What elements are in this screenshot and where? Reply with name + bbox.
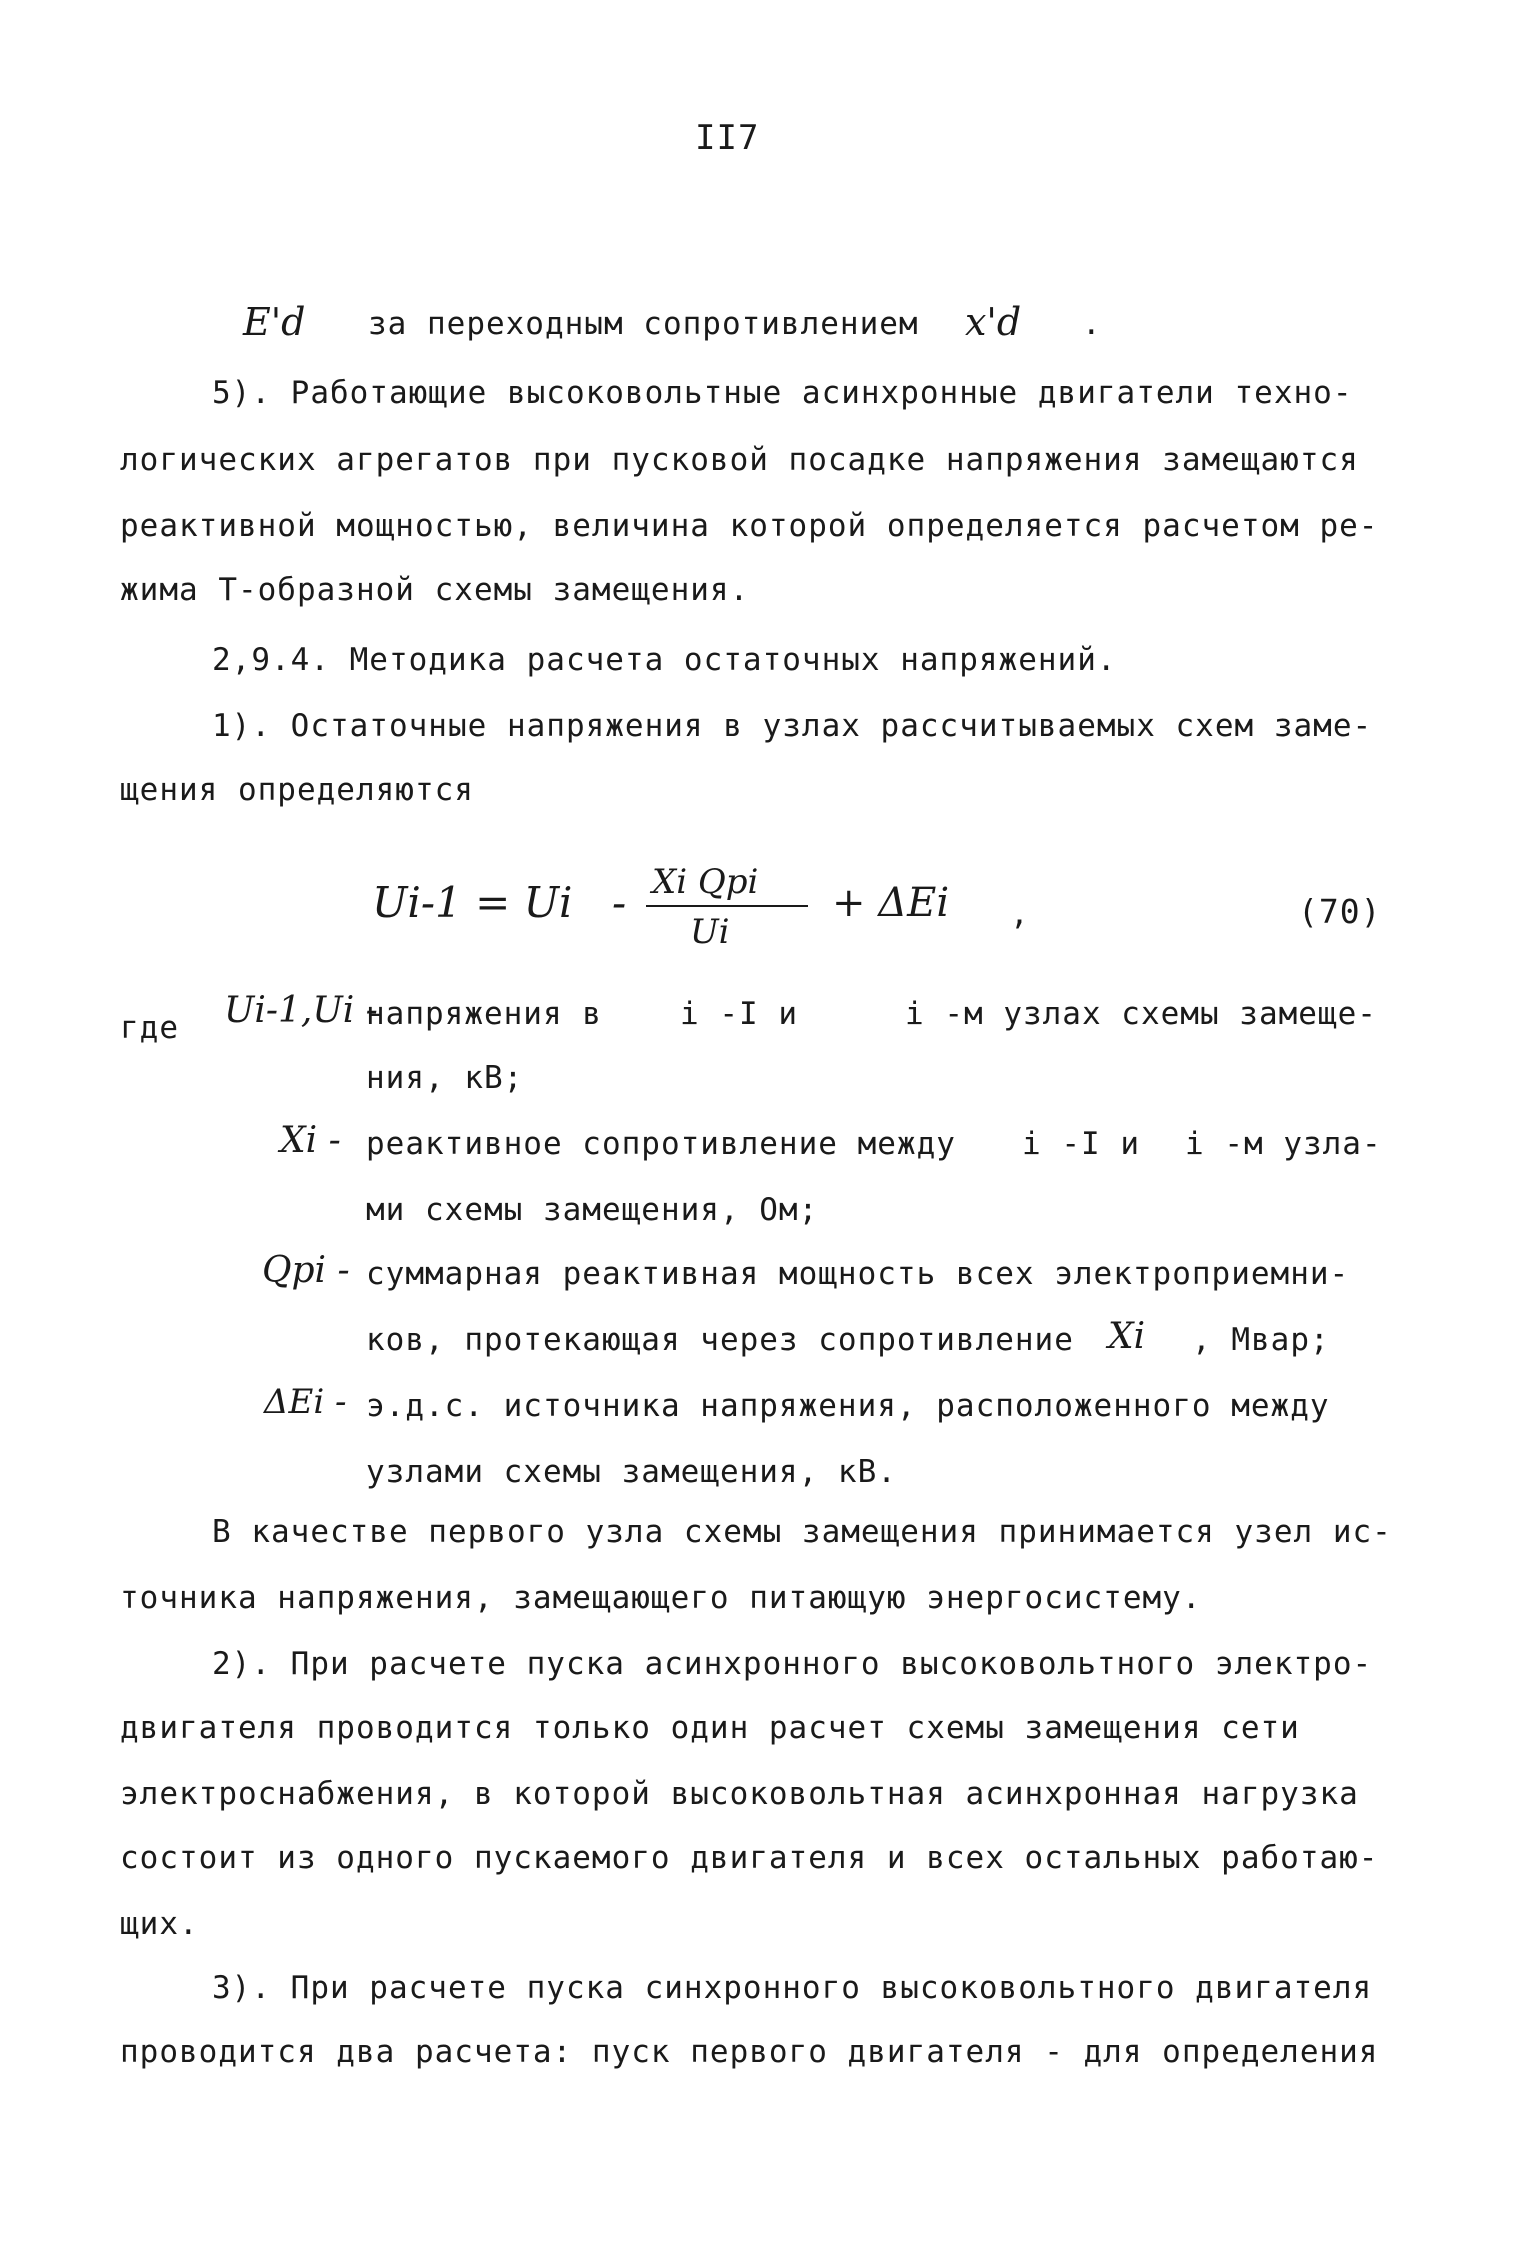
item1-line2: щения определяются bbox=[120, 772, 474, 808]
def2-text-a: реактивное сопротивление между bbox=[366, 1126, 956, 1162]
item2-line1: 2). При расчете пуска асинхронного высоковольтного электро- bbox=[212, 1646, 1373, 1682]
def1-line2: ния, кВ; bbox=[366, 1060, 524, 1096]
def3-line1: суммарная реактивная мощность всех электроприемни- bbox=[366, 1256, 1350, 1292]
formula-tail: + ΔEi bbox=[832, 880, 950, 926]
item2-line3: электроснабжения, в которой высоковольтная асинхронная нагрузка bbox=[120, 1776, 1359, 1812]
item3-line1: 3). При расчете пуска синхронного высоковольтного двигателя bbox=[212, 1970, 1373, 2006]
section-title: 2,9.4. Методика расчета остаточных напряжений. bbox=[212, 642, 1117, 678]
def4-line2: узлами схемы замещения, кВ. bbox=[366, 1454, 897, 1490]
def1-symbol: Ui-1,Ui - bbox=[224, 990, 378, 1031]
fraction-bar bbox=[646, 905, 808, 907]
def1-text-a: напряжения в bbox=[366, 996, 602, 1032]
page-number: II7 bbox=[695, 118, 760, 158]
intro-dot: . bbox=[1082, 306, 1102, 342]
item2-line5: щих. bbox=[120, 1906, 199, 1942]
intro-text: за переходным сопротивлением bbox=[368, 306, 919, 342]
formula-numerator: Xi Qpi bbox=[652, 862, 759, 902]
formula-denominator: Ui bbox=[690, 912, 730, 952]
formula-minus: - bbox=[612, 878, 627, 927]
item3-line2: проводится два расчета: пуск первого двигателя - для определения bbox=[120, 2034, 1379, 2070]
item2-line2: двигателя проводится только один расчет схемы замещения сети bbox=[120, 1710, 1300, 1746]
def2-index-2: i -м узла- bbox=[1185, 1126, 1382, 1162]
symbol-x-d: x'd bbox=[965, 300, 1022, 344]
def4-symbol: ΔEi - bbox=[264, 1382, 347, 1422]
def2-index-1: i -I и bbox=[1022, 1126, 1140, 1162]
def2-symbol: Xi - bbox=[280, 1120, 341, 1161]
item2-line4: состоит из одного пускаемого двигателя и всех остальных работаю- bbox=[120, 1840, 1379, 1876]
def3-line2-symbol: Xi bbox=[1108, 1316, 1146, 1357]
formula-lhs: Ui-1 = Ui bbox=[372, 878, 573, 927]
def3-symbol: Qpi - bbox=[262, 1250, 350, 1291]
item1-line1: 1). Остаточные напряжения в узлах рассчитываемых схем заме- bbox=[212, 708, 1373, 744]
where-word: где bbox=[120, 1010, 179, 1046]
def4-line1: э.д.с. источника напряжения, расположенного между bbox=[366, 1388, 1330, 1424]
item5-line3: реактивной мощностью, величина которой определяется расчетом ре- bbox=[120, 508, 1379, 544]
def1-index-2: i -м узлах схемы замеще- bbox=[905, 996, 1377, 1032]
def1-index-1: i -I и bbox=[680, 996, 798, 1032]
def2-line2: ми схемы замещения, Ом; bbox=[366, 1192, 819, 1228]
def3-line2-a: ков, протекающая через сопротивление bbox=[366, 1322, 1074, 1358]
item5-line4: жима Т-образной схемы замещения. bbox=[120, 572, 750, 608]
item5-line2: логических агрегатов при пусковой посадке напряжения замещаются bbox=[120, 442, 1359, 478]
equation-number: (70) bbox=[1298, 892, 1382, 931]
item5-line1: 5). Работающие высоковольтные асинхронные двигатели техно- bbox=[212, 375, 1353, 411]
symbol-e-d: E'd bbox=[243, 300, 306, 344]
formula-comma: , bbox=[1010, 896, 1030, 932]
first-node-line2: точника напряжения, замещающего питающую энергосистему. bbox=[120, 1580, 1202, 1616]
def3-line2-b: , Мвар; bbox=[1192, 1322, 1330, 1358]
first-node-line1: В качестве первого узла схемы замещения принимается узел ис- bbox=[212, 1514, 1392, 1550]
